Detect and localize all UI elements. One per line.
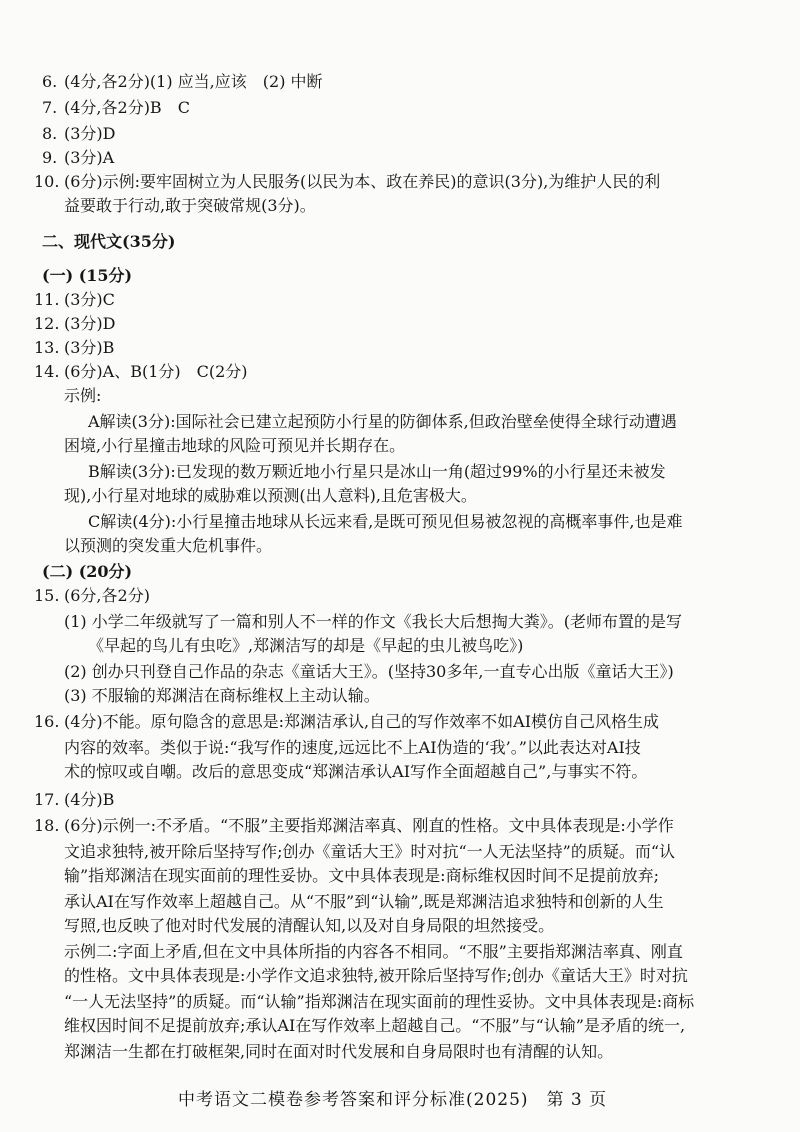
answer-10-cont: 益要敢于行动,敢于突破常规(3分)。 bbox=[64, 196, 316, 215]
answer-10 bbox=[34, 172, 660, 192]
interpretation-a-cont: 困境,小行星撞击地球的风险可预见并长期存在。 bbox=[64, 436, 406, 455]
answer-7 bbox=[42, 98, 190, 118]
answer-15-point-2: (2) 创办只刊登自己作品的杂志《童话大王》。(坚持30多年,一直专心出版《童话大王》) bbox=[64, 662, 674, 681]
answer-text: (6分)A、B(1分) C(2分) bbox=[64, 362, 248, 381]
item-number: 9. bbox=[42, 148, 58, 167]
answer-text: (6分)示例一:不矛盾。“不服”主要指郑渊洁率真、刚直的性格。文中具体表现是:小学作 bbox=[64, 816, 674, 835]
subsection-heading: (二) (20分) bbox=[42, 562, 133, 581]
answer-16-cont: 内容的效率。类似于说:“我写作的速度,远远比不上AI伪造的‘我’。”以此表达对AI技 bbox=[64, 738, 641, 757]
answer-12 bbox=[34, 314, 116, 334]
example-label: 示例: bbox=[64, 386, 102, 405]
answer-15-point-1-cont: 《早起的鸟儿有虫吃》,郑渊洁写的却是《早起的虫儿被鸟吃》) bbox=[88, 636, 524, 655]
answer-text: (6分)示例:要牢固树立为人民服务(以民为本、政在养民)的意识(3分),为维护人民的利 bbox=[64, 172, 661, 191]
page-footer: 中考语文二模卷参考答案和评分标准(2025) 第 3 页 bbox=[178, 1090, 608, 1110]
interpretation-c: C解读(4分):小行星撞击地球从长远来看,是既可预见但易被忽视的高概率事件,也是难 bbox=[88, 512, 683, 531]
answer-text: (3分)B bbox=[64, 338, 115, 357]
answer-15 bbox=[34, 586, 150, 606]
interpretation-b-cont: 现),小行星对地球的威胁难以预测(出人意料),且危害极大。 bbox=[64, 486, 477, 505]
answer-text: (4分)B bbox=[64, 790, 115, 809]
interpretation-c-cont: 以预测的突发重大危机事件。 bbox=[64, 536, 273, 555]
answer-18-cont: 维权因时间不足提前放弃;承认AI在写作效率上超越自己。“不服”与“认输”是矛盾的统一, bbox=[64, 1016, 686, 1035]
answer-text: (4分,各2分)B C bbox=[64, 98, 190, 117]
item-number: 8. bbox=[42, 124, 58, 143]
answer-14 bbox=[34, 362, 248, 382]
answer-text: (4分)不能。原句隐含的意思是:郑渊洁承认,自己的写作效率不如AI模仿自己风格生成 bbox=[64, 712, 660, 731]
answer-text: (4分,各2分)(1) 应当,应该 (2) 中断 bbox=[64, 72, 323, 91]
item-number: 15. bbox=[34, 586, 60, 605]
answer-text: (3分)C bbox=[64, 290, 115, 309]
answer-6 bbox=[42, 72, 323, 92]
answer-text: (3分)D bbox=[64, 124, 116, 143]
item-number: 11. bbox=[34, 290, 60, 309]
answer-18-cont: 的性格。文中具体表现是:小学作文追求独特,被开除后坚持写作;创办《童话大王》时对抗 bbox=[64, 966, 688, 985]
answer-15-point-1: (1) 小学二年级就写了一篇和别人不一样的作文《我长大后想掏大粪》。(老师布置的是写 bbox=[64, 612, 682, 631]
answer-13 bbox=[34, 338, 114, 358]
answer-17 bbox=[34, 790, 114, 810]
answer-16 bbox=[34, 712, 659, 732]
answer-text: (3分)A bbox=[64, 148, 115, 167]
item-number: 7. bbox=[42, 98, 58, 117]
answer-16-cont: 术的惊叹或自嘲。改后的意思变成“郑渊洁承认AI写作全面超越自己”,与事实不符。 bbox=[64, 762, 648, 781]
answer-18-cont: 郑渊洁一生都在打破框架,同时在面对时代发展和自身局限时也有清醒的认知。 bbox=[64, 1042, 614, 1061]
item-number: 10. bbox=[34, 172, 60, 191]
section-heading: 二、现代文(35分) bbox=[42, 232, 176, 251]
answer-18-cont: 承认AI在写作效率上超越自己。从“不服”到“认输”,既是郑渊洁追求独特和创新的人生 bbox=[64, 892, 664, 911]
item-number: 18. bbox=[34, 816, 60, 835]
interpretation-a: A解读(3分):国际社会已建立起预防小行星的防御体系,但政治壁垒使得全球行动遭遇 bbox=[88, 412, 677, 431]
answer-text: (6分,各2分) bbox=[64, 586, 150, 605]
answer-9 bbox=[42, 148, 114, 168]
answer-18-cont: “一人无法坚持”的质疑。而“认输”指郑渊洁在现实面前的理性妥协。文中具体表现是:商标 bbox=[64, 992, 695, 1011]
subsection-heading: (一) (15分) bbox=[42, 266, 133, 285]
answer-18 bbox=[34, 816, 674, 836]
item-number: 17. bbox=[34, 790, 60, 809]
answer-15-point-3: (3) 不服输的郑渊洁在商标维权上主动认输。 bbox=[64, 686, 380, 705]
item-number: 12. bbox=[34, 314, 60, 333]
item-number: 16. bbox=[34, 712, 60, 731]
answer-11 bbox=[34, 290, 115, 310]
answer-8 bbox=[42, 124, 116, 144]
item-number: 6. bbox=[42, 72, 58, 91]
answer-18-cont: 文追求独特,被开除后坚持写作;创办《童话大王》时对抗“一人无法坚持”的质疑。而“认 bbox=[64, 842, 676, 861]
answer-18-cont: 输”指郑渊洁在现实面前的理性妥协。文中具体表现是:商标维权因时间不足提前放弃; bbox=[64, 866, 659, 885]
interpretation-b: B解读(3分):已发现的数万颗近地小行星只是冰山一角(超过99%的小行星还未被发 bbox=[88, 462, 666, 481]
item-number: 14. bbox=[34, 362, 60, 381]
item-number: 13. bbox=[34, 338, 60, 357]
answer-18-cont: 写照,也反映了他对时代发展的清醒认知,以及对自身局限的坦然接受。 bbox=[64, 916, 555, 935]
answer-text: (3分)D bbox=[64, 314, 116, 333]
answer-18-example-2: 示例二:字面上矛盾,但在文中具体所指的内容各不相同。“不服”主要指郑渊洁率真、刚直 bbox=[64, 942, 683, 961]
